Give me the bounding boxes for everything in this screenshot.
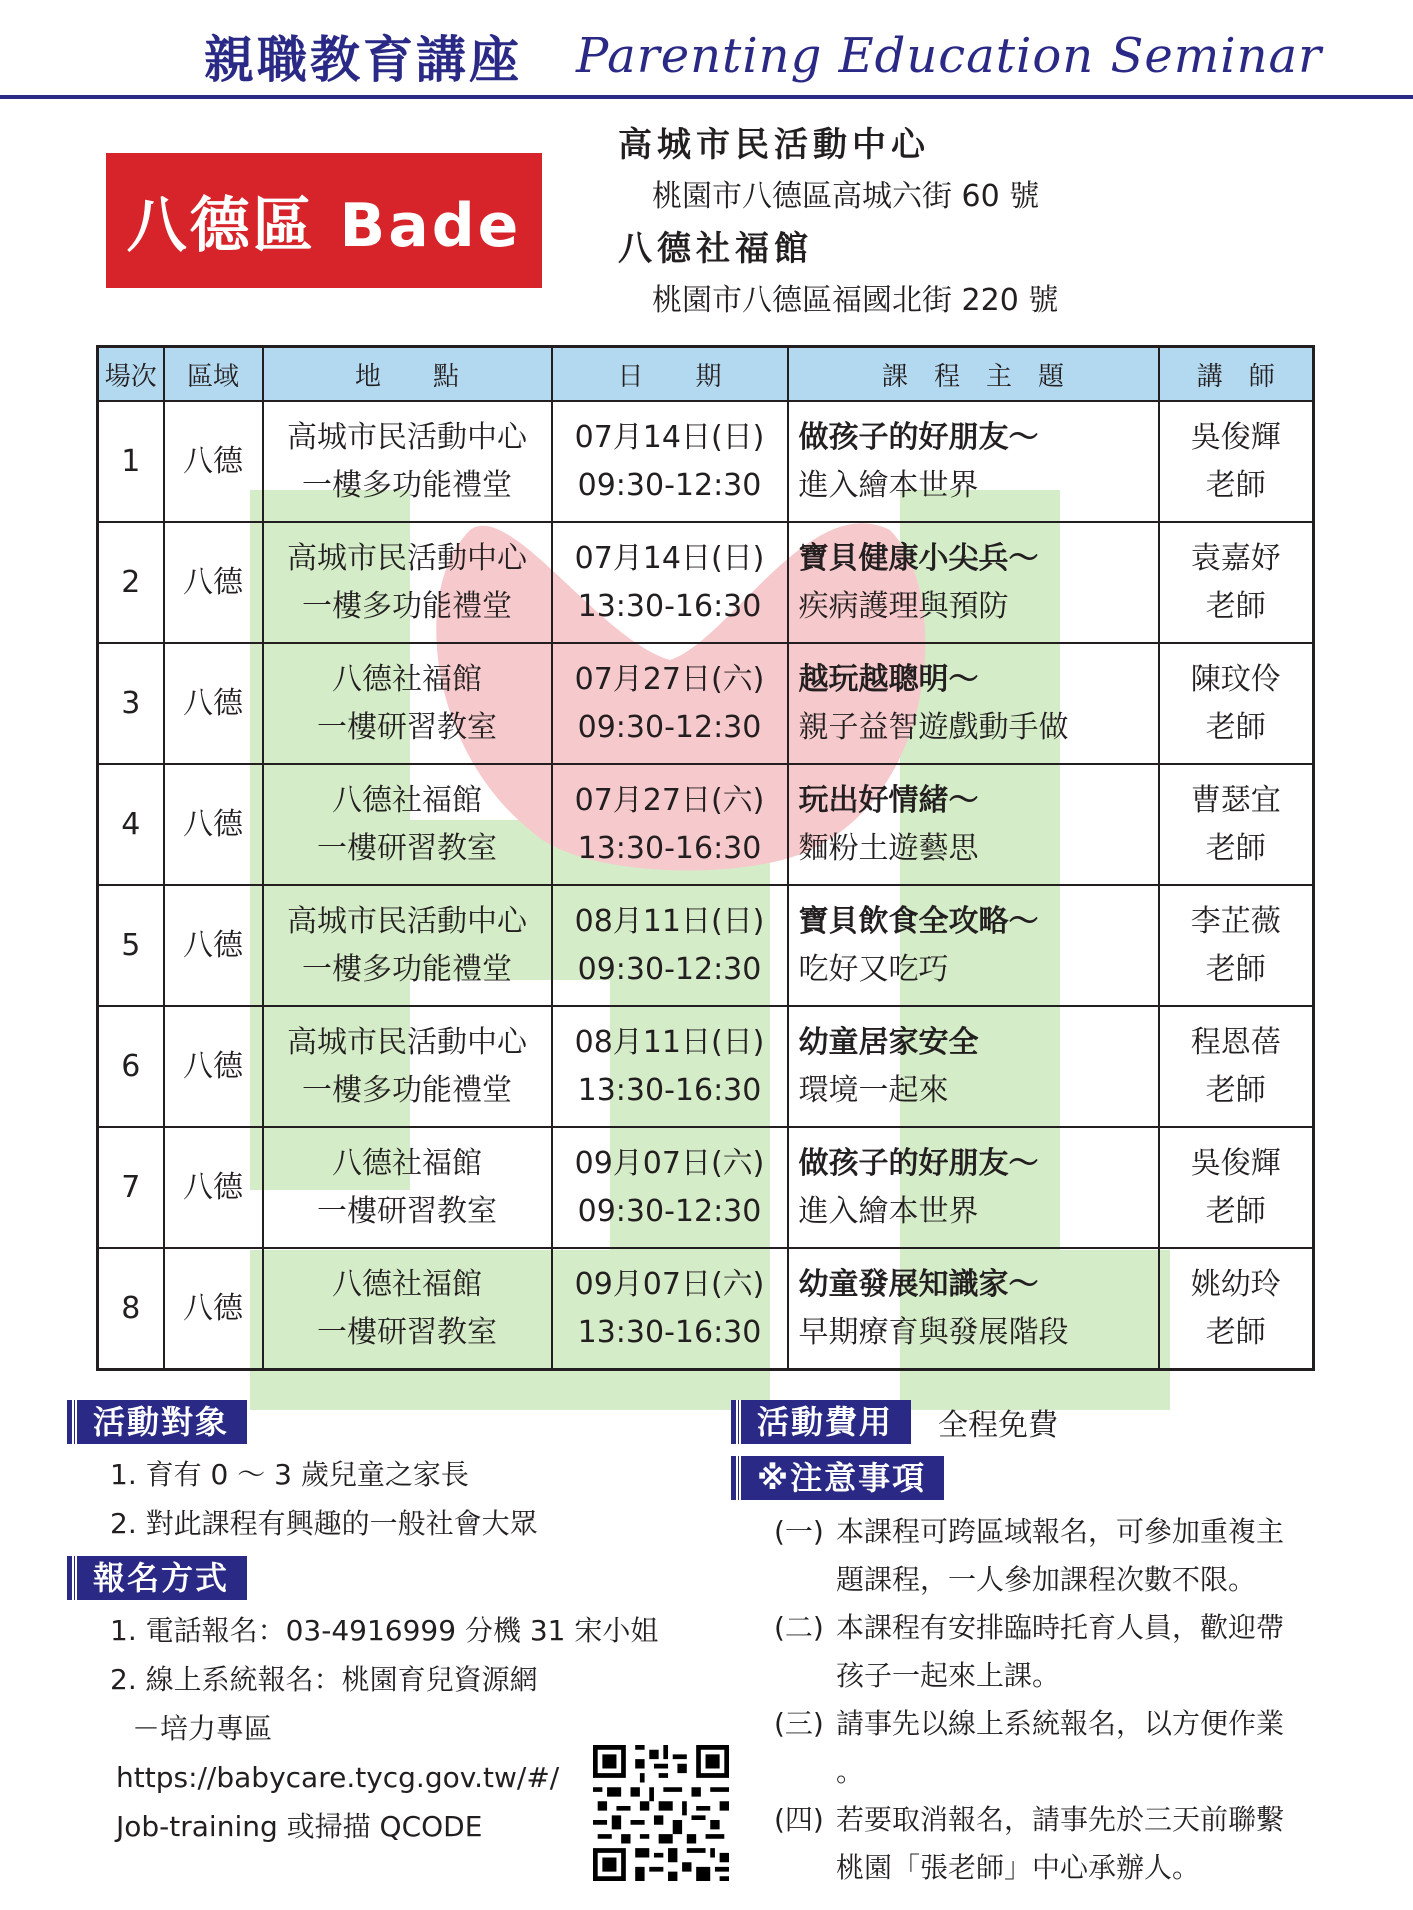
- cell-area: [164, 1127, 263, 1248]
- note-text: 本課程有安排臨時托育人員，歡迎帶: [836, 1611, 1285, 1644]
- table-row: [98, 1127, 1314, 1248]
- note-text-cont: 孩子一起來上課。: [836, 1659, 1061, 1692]
- cell-instructor-line: 曹瑟宜: [1190, 782, 1281, 818]
- cell-instructor-line: 老師: [1205, 951, 1266, 987]
- phone-registration: 1. 電話報名：03-4916999 分機 31 宋小姐: [110, 1614, 659, 1647]
- cell-location-line: 八德社福館: [332, 782, 482, 818]
- cell-session-line: 2: [121, 564, 141, 600]
- list-item: 1. 育有 0 ～ 3 歲兒童之家長: [110, 1458, 469, 1491]
- district-badge: 八德區 Bade: [106, 153, 542, 288]
- table-row: [98, 885, 1314, 1006]
- cell-location: [263, 1127, 552, 1248]
- column-header-session: 場次: [98, 347, 164, 402]
- table-row: [98, 1006, 1314, 1127]
- cell-date: [552, 522, 788, 643]
- cell-topic-line: 玩出好情緒～: [798, 782, 979, 818]
- cell-area-line: 八德: [183, 806, 243, 842]
- note-number: (三): [774, 1707, 824, 1740]
- cell-location: [263, 643, 552, 764]
- cell-session-line: 1: [121, 443, 141, 479]
- cell-instructor-line: 老師: [1205, 1314, 1266, 1350]
- cell-topic-line: 做孩子的好朋友～: [798, 1145, 1039, 1181]
- cell-date-line: 13:30-16:30: [577, 830, 762, 866]
- table-row: [98, 764, 1314, 885]
- cell-topic-line: 早期療育與發展階段: [798, 1314, 1069, 1350]
- page-title-chinese: 親職教育講座: [204, 31, 522, 89]
- cell-session-line: 4: [121, 806, 141, 842]
- cell-location-line: 一樓多功能禮堂: [302, 951, 512, 987]
- cell-location: [263, 885, 552, 1006]
- cell-location: [263, 522, 552, 643]
- cell-location-line: 一樓研習教室: [317, 1193, 497, 1229]
- cell-topic-line: 寶貝健康小尖兵～: [798, 540, 1039, 576]
- online-registration-area: －培力專區: [132, 1712, 273, 1745]
- cell-area-line: 八德: [183, 685, 243, 721]
- note-item: [774, 1796, 1354, 1892]
- table-row: [98, 401, 1314, 522]
- column-header-location: 地 點: [263, 347, 552, 402]
- cell-topic: [788, 643, 1159, 764]
- cell-session: [98, 401, 164, 522]
- cell-instructor: [1159, 643, 1314, 764]
- cell-date: [552, 1248, 788, 1370]
- cell-area-line: 八德: [183, 1048, 243, 1084]
- cell-location-line: 一樓多功能禮堂: [302, 1072, 512, 1108]
- cell-date-line: 09月07日(六): [574, 1266, 765, 1302]
- note-item: [774, 1508, 1354, 1604]
- cell-date: [552, 885, 788, 1006]
- cell-topic: [788, 1127, 1159, 1248]
- venue-name: 八德社福館: [618, 229, 813, 269]
- audience-list: [110, 1450, 538, 1548]
- cell-session: [98, 522, 164, 643]
- cell-topic: [788, 401, 1159, 522]
- cell-date-line: 07月27日(六): [574, 661, 765, 697]
- cell-area-line: 八德: [183, 1169, 243, 1205]
- cell-location-line: 一樓研習教室: [317, 709, 497, 745]
- cell-instructor: [1159, 1006, 1314, 1127]
- cell-instructor-line: 老師: [1205, 1072, 1266, 1108]
- registration-label: 報名方式: [72, 1556, 241, 1600]
- cell-session: [98, 885, 164, 1006]
- note-text-cont: 。: [836, 1755, 865, 1788]
- cell-instructor-line: 老師: [1205, 709, 1266, 745]
- cell-instructor: [1159, 885, 1314, 1006]
- note-text: 本課程可跨區域報名，可參加重複主: [836, 1515, 1285, 1548]
- cell-location-line: 八德社福館: [332, 1145, 482, 1181]
- cell-instructor: [1159, 1248, 1314, 1370]
- cell-location-line: 高城市民活動中心: [287, 540, 527, 576]
- cell-topic-line: 吃好又吃巧: [798, 951, 949, 987]
- cell-topic-line: 麵粉土遊藝思: [798, 830, 979, 866]
- cell-instructor-line: 程恩蓓: [1190, 1024, 1281, 1060]
- cell-instructor-line: 袁嘉妤: [1190, 540, 1281, 576]
- cell-topic: [788, 885, 1159, 1006]
- cell-topic: [788, 1006, 1159, 1127]
- cell-location-line: 一樓研習教室: [317, 1314, 497, 1350]
- cell-session: [98, 1006, 164, 1127]
- online-registration: 2. 線上系統報名：桃園育兒資源網: [110, 1663, 538, 1696]
- cell-location: [263, 1248, 552, 1370]
- notes-label: ※注意事項: [736, 1456, 938, 1500]
- cell-instructor-line: 李芷薇: [1190, 903, 1281, 939]
- cell-date-line: 08月11日(日): [574, 1024, 765, 1060]
- cell-area: [164, 764, 263, 885]
- cell-topic-line: 疾病護理與預防: [798, 588, 1009, 624]
- column-header-instructor: 講 師: [1159, 347, 1314, 402]
- cell-topic: [788, 1248, 1159, 1370]
- cell-date-line: 07月27日(六): [574, 782, 765, 818]
- note-text-cont: 題課程，一人參加課程次數不限。: [836, 1563, 1257, 1596]
- cell-session-line: 3: [121, 685, 141, 721]
- note-text-cont: 桃園「張老師」中心承辦人。: [836, 1851, 1201, 1884]
- registration-details: [110, 1606, 658, 1851]
- cell-date: [552, 1127, 788, 1248]
- fee-label: 活動費用: [736, 1400, 905, 1444]
- note-item: [774, 1604, 1354, 1700]
- note-number: (二): [774, 1611, 824, 1644]
- cell-instructor-line: 老師: [1205, 1193, 1266, 1229]
- cell-session-line: 6: [121, 1048, 141, 1084]
- cell-area: [164, 522, 263, 643]
- cell-location-line: 八德社福館: [332, 1266, 482, 1302]
- cell-topic-line: 寶貝飲食全攻略～: [798, 903, 1039, 939]
- cell-session: [98, 764, 164, 885]
- cell-date-line: 13:30-16:30: [577, 588, 762, 624]
- cell-date-line: 09:30-12:30: [577, 951, 762, 987]
- cell-area-line: 八德: [183, 927, 243, 963]
- cell-topic-line: 幼童居家安全: [798, 1024, 979, 1060]
- column-header-topic: 課 程 主 題: [788, 347, 1159, 402]
- cell-area-line: 八德: [183, 1290, 243, 1326]
- cell-topic: [788, 764, 1159, 885]
- cell-location: [263, 401, 552, 522]
- cell-location-line: 高城市民活動中心: [287, 903, 527, 939]
- schedule-table: [96, 345, 1315, 1371]
- table-row: [98, 1248, 1314, 1370]
- cell-location: [263, 764, 552, 885]
- cell-session-line: 8: [121, 1290, 141, 1326]
- cell-instructor-line: 姚幼玲: [1190, 1266, 1281, 1302]
- cell-date-line: 13:30-16:30: [577, 1314, 762, 1350]
- table-row: [98, 643, 1314, 764]
- cell-date-line: 13:30-16:30: [577, 1072, 762, 1108]
- cell-instructor: [1159, 764, 1314, 885]
- cell-instructor-line: 老師: [1205, 467, 1266, 503]
- cell-instructor-line: 老師: [1205, 830, 1266, 866]
- cell-topic-line: 進入繪本世界: [798, 1193, 979, 1229]
- cell-topic: [788, 522, 1159, 643]
- cell-location-line: 一樓研習教室: [317, 830, 497, 866]
- cell-date-line: 09:30-12:30: [577, 1193, 762, 1229]
- qr-code[interactable]: [593, 1745, 729, 1881]
- cell-area: [164, 643, 263, 764]
- table-header-row: [98, 347, 1314, 402]
- note-number: (一): [774, 1515, 824, 1548]
- cell-location-line: 一樓多功能禮堂: [302, 467, 512, 503]
- cell-date: [552, 643, 788, 764]
- cell-instructor: [1159, 522, 1314, 643]
- cell-instructor-line: 陳玟伶: [1190, 661, 1281, 697]
- registration-url[interactable]: https://babycare.tycg.gov.tw/#/: [116, 1761, 560, 1794]
- column-header-date: 日 期: [552, 347, 788, 402]
- cell-session: [98, 643, 164, 764]
- audience-label: 活動對象: [72, 1400, 241, 1444]
- cell-session: [98, 1127, 164, 1248]
- cell-instructor-line: 老師: [1205, 588, 1266, 624]
- cell-date: [552, 1006, 788, 1127]
- column-header-area: 區域: [164, 347, 263, 402]
- cell-area: [164, 1248, 263, 1370]
- cell-location: [263, 1006, 552, 1127]
- cell-session-line: 7: [121, 1169, 141, 1205]
- cell-area: [164, 885, 263, 1006]
- venue-address: 桃園市八德區福國北街 220 號: [652, 283, 1059, 318]
- cell-instructor: [1159, 401, 1314, 522]
- cell-date-line: 07月14日(日): [574, 540, 765, 576]
- note-number: (四): [774, 1803, 824, 1836]
- registration-url-cont: Job-training 或掃描 QCODE: [116, 1810, 483, 1843]
- cell-date-line: 08月11日(日): [574, 903, 765, 939]
- venue-address: 桃園市八德區高城六街 60 號: [652, 179, 1040, 214]
- cell-instructor-line: 吳俊輝: [1190, 419, 1281, 455]
- cell-area-line: 八德: [183, 564, 243, 600]
- cell-topic-line: 幼童發展知識家～: [798, 1266, 1039, 1302]
- cell-instructor: [1159, 1127, 1314, 1248]
- note-text: 若要取消報名，請事先於三天前聯繫: [836, 1803, 1285, 1836]
- cell-topic-line: 親子益智遊戲動手做: [798, 709, 1069, 745]
- venue-name: 高城市民活動中心: [618, 125, 930, 165]
- cell-date-line: 09月07日(六): [574, 1145, 765, 1181]
- cell-area: [164, 401, 263, 522]
- cell-location-line: 一樓多功能禮堂: [302, 588, 512, 624]
- cell-location-line: 高城市民活動中心: [287, 1024, 527, 1060]
- note-item: [774, 1700, 1354, 1796]
- cell-topic-line: 越玩越聰明～: [798, 661, 979, 697]
- cell-date-line: 09:30-12:30: [577, 467, 762, 503]
- cell-date-line: 09:30-12:30: [577, 709, 762, 745]
- table-row: [98, 522, 1314, 643]
- cell-area-line: 八德: [183, 443, 243, 479]
- cell-area: [164, 1006, 263, 1127]
- fee-value: 全程免費: [938, 1408, 1058, 1443]
- header-divider: [0, 95, 1413, 99]
- cell-session: [98, 1248, 164, 1370]
- cell-location-line: 八德社福館: [332, 661, 482, 697]
- cell-session-line: 5: [121, 927, 141, 963]
- schedule-body: [98, 401, 1314, 1370]
- venue-list: [618, 118, 1318, 326]
- list-item: 2. 對此課程有興趣的一般社會大眾: [110, 1507, 538, 1540]
- cell-date-line: 07月14日(日): [574, 419, 765, 455]
- note-text: 請事先以線上系統報名，以方便作業: [836, 1707, 1285, 1740]
- cell-date: [552, 401, 788, 522]
- page-header: [0, 0, 1413, 100]
- cell-instructor-line: 吳俊輝: [1190, 1145, 1281, 1181]
- cell-location-line: 高城市民活動中心: [287, 419, 527, 455]
- cell-date: [552, 764, 788, 885]
- cell-topic-line: 環境一起來: [798, 1072, 949, 1108]
- cell-topic-line: 進入繪本世界: [798, 467, 979, 503]
- cell-topic-line: 做孩子的好朋友～: [798, 419, 1039, 455]
- page-title-english: Parenting Education Seminar: [576, 28, 1323, 84]
